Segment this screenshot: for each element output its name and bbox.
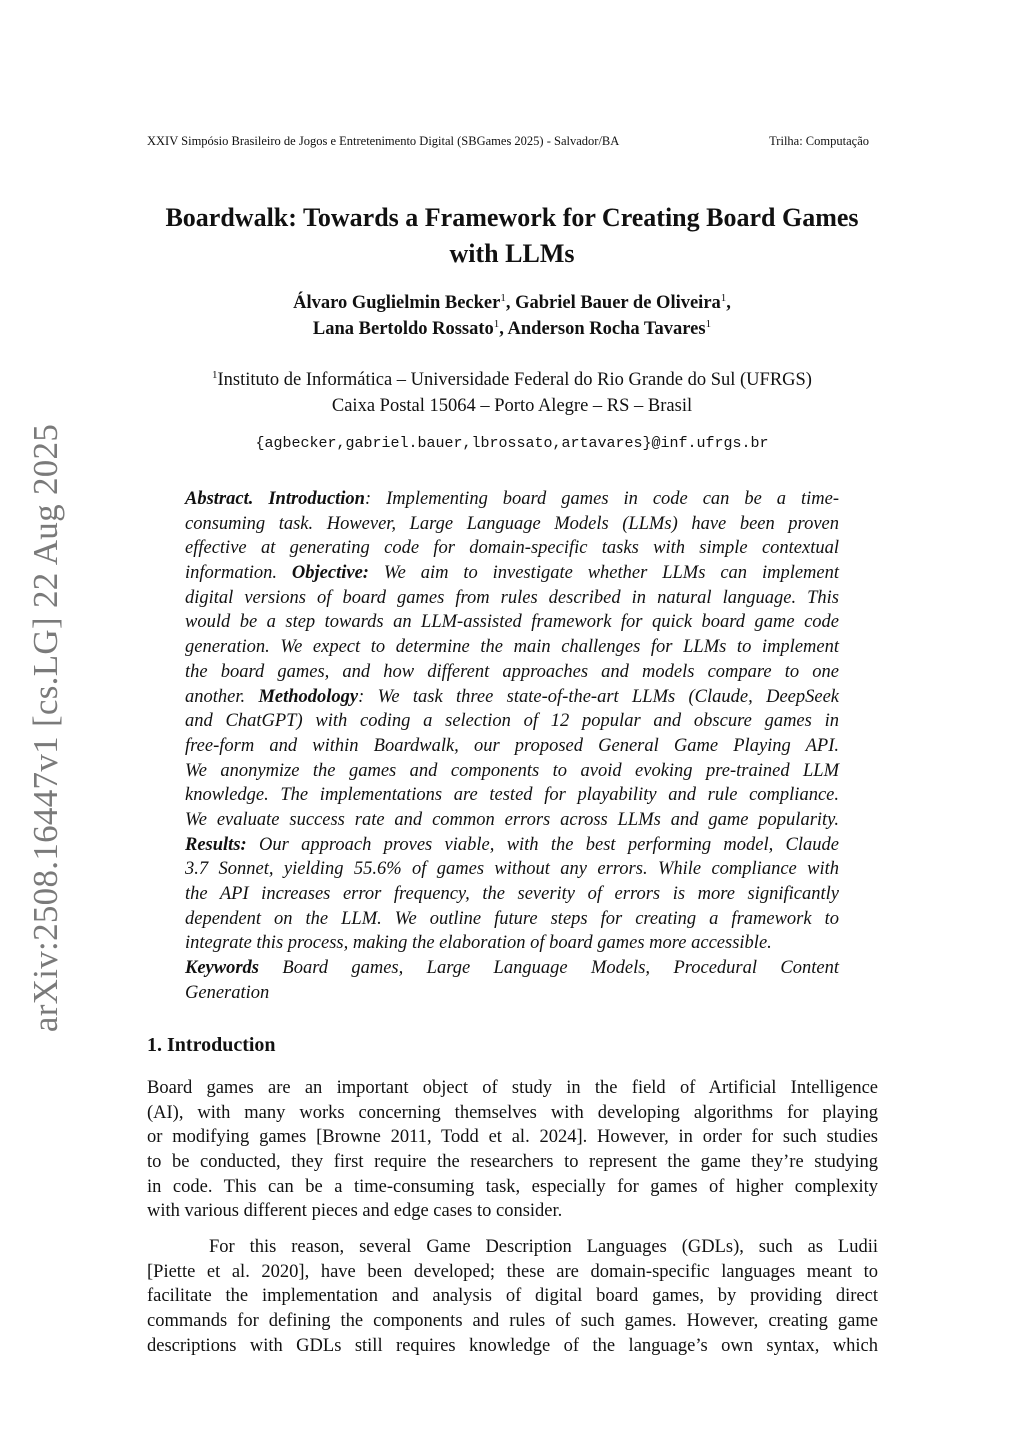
abstract xyxy=(185,487,839,1005)
introduction-label: Introduction xyxy=(268,489,365,509)
text-line: (AI), with many works concerning themselves with developing algorithms for playing xyxy=(147,1102,878,1123)
abstract-line: We evaluate success rate and common errors across LLMs and game popularity. xyxy=(185,809,839,830)
author-name: Anderson Rocha Tavares xyxy=(507,319,706,339)
text-line: facilitate the implementation and analysis of digital board games, by providing direct xyxy=(147,1286,878,1307)
text-line: to be conducted, they first require the researchers to represent the game they’re studying xyxy=(147,1152,878,1173)
abstract-line: generation. We expect to determine the main challenges for LLMs to implement xyxy=(185,637,839,658)
author-name: Álvaro Guglielmin Becker xyxy=(293,293,501,313)
abstract-line: dependent on the LLM. We outline future steps for creating a framework to xyxy=(185,908,839,929)
affiliation-line-2: Caixa Postal 15064 – Porto Alegre – RS – Brasil xyxy=(331,396,693,416)
affiliation xyxy=(130,367,894,419)
author-name: Gabriel Bauer de Oliveira xyxy=(515,293,721,313)
abstract-text: information. xyxy=(185,563,277,584)
abstract-line: would be a step towards an LLM-assisted framework for quick board game code xyxy=(185,612,839,633)
results-label: Results: xyxy=(185,834,247,855)
section-heading-introduction: 1. Introduction xyxy=(147,1034,276,1056)
running-header-conference: XXIV Simpósio Brasileiro de Jogos e Entretenimento Digital (SBGames 2025) - Salvador/BA xyxy=(147,134,620,148)
text-line: descriptions with GDLs still requires knowledge of the language’s own syntax, which xyxy=(147,1335,878,1356)
arxiv-identifier-stamp: arXiv:2508.16447v1 [cs.LG] 22 Aug 2025 xyxy=(26,423,65,1033)
abstract-text: Our approach proves viable, with the best performing model, Claude xyxy=(246,834,839,855)
methodology-label: Methodology xyxy=(258,686,359,707)
affiliation-mark: 1 xyxy=(720,292,727,304)
text-line: For this reason, several Game Description Languages (GDLs), such as Ludii xyxy=(209,1237,878,1257)
text-line: [Piette et al. 2020], have been developed; these are domain-specific languages meant to xyxy=(147,1261,878,1282)
author-emails: {agbecker,gabriel.bauer,lbrossato,artavares}@inf.ufrgs.br xyxy=(255,435,769,452)
title-line-2: with LLMs xyxy=(449,239,575,268)
affiliation-mark: 1 xyxy=(212,369,218,381)
institution-name: Instituto de Informática – Universidade Federal do Rio Grande do Sul (UFRGS) xyxy=(217,370,812,390)
affiliation-mark: 1 xyxy=(500,292,506,304)
abstract-line: knowledge. The implementations are tested for playability and rule compliance. xyxy=(185,785,839,806)
abstract-line: 3.7 Sonnet, yielding 55.6% of games without any errors. While compliance with xyxy=(185,859,839,880)
text-line: Board games are an important object of study in the field of Artificial Intelligence xyxy=(147,1078,878,1098)
separator: , xyxy=(499,319,504,339)
abstract-line: free-form and within Boardwalk, our proposed General Game Playing API. xyxy=(185,735,839,756)
abstract-line: digital versions of board games from rules described in natural language. This xyxy=(185,587,839,608)
abstract-line: the board games, and how different approaches and models compare to one xyxy=(185,661,839,682)
text-line: with various different pieces and edge cases to consider. xyxy=(147,1201,563,1222)
separator: , xyxy=(505,293,511,313)
keywords-line: Generation xyxy=(185,982,270,1003)
abstract-text: another. xyxy=(185,686,246,707)
author-line-1 xyxy=(130,290,894,316)
abstract-line: integrate this process, making the elaboration of board games more accessible. xyxy=(185,933,772,954)
abstract-text: We aim to investigate whether LLMs can implement xyxy=(368,563,840,584)
author-name: Lana Bertoldo Rossato xyxy=(312,319,494,339)
abstract-line: the API increases error frequency, the severity of errors is more significantly xyxy=(185,884,839,904)
keywords-line xyxy=(185,956,839,981)
abstract-label: Abstract. xyxy=(185,489,254,509)
abstract-line: consuming task. However, Large Language Models (LLMs) have been proven xyxy=(185,513,839,534)
text-line: in code. This can be a time-consuming task, especially for games of higher complexity xyxy=(147,1176,878,1197)
paragraph-2 xyxy=(147,1235,878,1358)
abstract-line: and ChatGPT) with coding a selection of 12 popular and obscure games in xyxy=(185,711,839,732)
abstract-line: We anonymize the games and components to avoid evoking pre-trained LLM xyxy=(185,760,839,781)
abstract-line xyxy=(185,487,839,512)
affiliation-mark: 1 xyxy=(705,318,712,330)
abstract-text: : We task three state-of-the-art LLMs (Claude, DeepSeek xyxy=(358,686,839,707)
separator: , xyxy=(726,293,731,313)
title-line-1: Boardwalk: Towards a Framework for Creating Board Games xyxy=(165,203,859,232)
affiliation-mark: 1 xyxy=(493,318,500,330)
abstract-text: : Implementing board games in code can be a time- xyxy=(364,489,840,509)
abstract-line xyxy=(185,833,839,858)
paragraph-1 xyxy=(147,1076,878,1224)
keywords-label: Keywords xyxy=(185,958,259,979)
text-line: commands for defining the components and rules of such games. However, creating game xyxy=(147,1311,878,1332)
text-line: or modifying games [Browne 2011, Todd et al. 2024]. However, in order for such studies xyxy=(147,1127,878,1148)
abstract-line: effective at generating code for domain-specific tasks with simple contextual xyxy=(185,538,839,559)
keywords-text: Board games, Large Language Models, Procedural Content xyxy=(259,958,839,979)
objective-label: Objective: xyxy=(291,563,369,584)
paper-title xyxy=(130,200,894,272)
author-list xyxy=(130,290,894,342)
abstract-line xyxy=(185,561,839,586)
running-header-track: Trilha: Computação xyxy=(769,134,869,148)
affiliation-line-1 xyxy=(130,367,894,393)
author-line-2 xyxy=(130,316,894,342)
abstract-line xyxy=(185,685,839,710)
